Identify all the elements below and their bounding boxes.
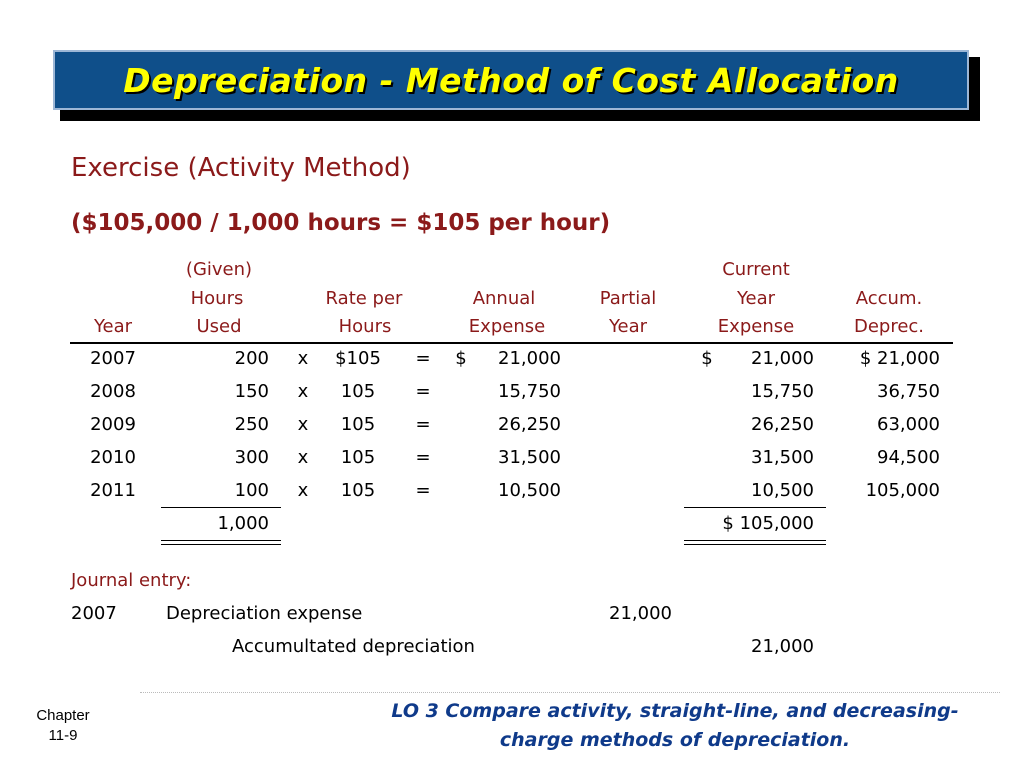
cell-rate: 105: [340, 480, 376, 501]
cell-rate: 105: [340, 447, 376, 468]
current-subtotal-rule: [684, 507, 826, 508]
chapter-label: Chapter: [36, 707, 90, 724]
header-annual-line2: Expense: [468, 316, 546, 337]
cell-year: 2011: [90, 480, 136, 501]
slide-title: Depreciation - Method of Cost Allocation: [123, 60, 899, 100]
title-banner: [53, 50, 969, 110]
journal-debit-account: Depreciation expense: [166, 603, 363, 624]
cell-accum-deprec: 63,000: [877, 414, 940, 435]
cell-accum-deprec: 94,500: [877, 447, 940, 468]
header-year: Year: [93, 316, 133, 337]
journal-label: Journal entry:: [71, 570, 192, 591]
journal-debit-amount: 21,000: [609, 603, 672, 624]
cell-hours: 200: [234, 348, 269, 369]
cell-accum-deprec: 36,750: [877, 381, 940, 402]
cell-rate: $105: [335, 348, 381, 369]
cell-times: x: [297, 414, 309, 435]
journal-year: 2007: [71, 603, 117, 624]
current-total-double-rule: [684, 540, 826, 545]
cell-current-expense: 10,500: [751, 480, 814, 501]
cell-annual-expense: 10,500: [498, 480, 561, 501]
cell-times: x: [297, 480, 309, 501]
cell-rate: 105: [340, 414, 376, 435]
cell-times: x: [297, 348, 309, 369]
header-current-line2: Expense: [717, 316, 795, 337]
cell-year: 2009: [90, 414, 136, 435]
cell-current-expense: 15,750: [751, 381, 814, 402]
header-rate-line1: Rate per: [325, 288, 403, 309]
total-current-expense: $ 105,000: [722, 513, 814, 534]
cell-current-dollar: $: [701, 348, 713, 369]
rate-formula: ($105,000 / 1,000 hours = $105 per hour): [71, 210, 611, 236]
cell-times: x: [297, 381, 309, 402]
header-rule: [70, 342, 953, 344]
cell-annual-dollar: $: [455, 348, 467, 369]
cell-current-expense: 21,000: [751, 348, 814, 369]
header-annual-line1: Annual: [472, 288, 536, 309]
hours-total-double-rule: [161, 540, 281, 545]
cell-equals: =: [415, 381, 431, 402]
exercise-heading: Exercise (Activity Method): [71, 153, 411, 183]
cell-equals: =: [415, 348, 431, 369]
cell-hours: 250: [234, 414, 269, 435]
header-accum-line1: Accum.: [855, 288, 923, 309]
cell-rate: 105: [340, 381, 376, 402]
cell-annual-expense: 26,250: [498, 414, 561, 435]
cell-hours: 100: [234, 480, 269, 501]
footer-divider: [140, 692, 1000, 693]
header-hours-line1: Hours: [190, 288, 244, 309]
journal-credit-account: Accumultated depreciation: [232, 636, 475, 657]
header-rate-line2: Hours: [338, 316, 392, 337]
cell-equals: =: [415, 480, 431, 501]
cell-equals: =: [415, 414, 431, 435]
cell-times: x: [297, 447, 309, 468]
journal-credit-amount: 21,000: [751, 636, 814, 657]
cell-annual-expense: 21,000: [498, 348, 561, 369]
lo-line-1: LO 3 Compare activity, straight-line, and decreasing-: [391, 700, 959, 722]
header-accum-line2: Deprec.: [853, 316, 925, 337]
chapter-number: 11-9: [48, 727, 78, 744]
cell-current-expense: 31,500: [751, 447, 814, 468]
cell-equals: =: [415, 447, 431, 468]
lo-line-2: charge methods of depreciation.: [499, 729, 851, 751]
total-hours: 1,000: [217, 513, 269, 534]
header-partial-line1: Partial: [599, 288, 657, 309]
cell-year: 2008: [90, 381, 136, 402]
header-partial-line2: Year: [608, 316, 648, 337]
header-current: Current: [722, 259, 790, 280]
cell-accum-deprec: $ 21,000: [859, 348, 940, 369]
cell-hours: 150: [234, 381, 269, 402]
header-given: (Given): [185, 259, 253, 280]
learning-objective: [355, 697, 995, 755]
cell-annual-expense: 15,750: [498, 381, 561, 402]
cell-accum-deprec: 105,000: [865, 480, 940, 501]
cell-year: 2007: [90, 348, 136, 369]
header-current-line1: Year: [736, 288, 776, 309]
cell-hours: 300: [234, 447, 269, 468]
chapter-badge: [30, 706, 96, 746]
cell-current-expense: 26,250: [751, 414, 814, 435]
hours-subtotal-rule: [161, 507, 281, 508]
cell-year: 2010: [90, 447, 136, 468]
cell-annual-expense: 31,500: [498, 447, 561, 468]
header-hours-line2: Used: [196, 316, 242, 337]
